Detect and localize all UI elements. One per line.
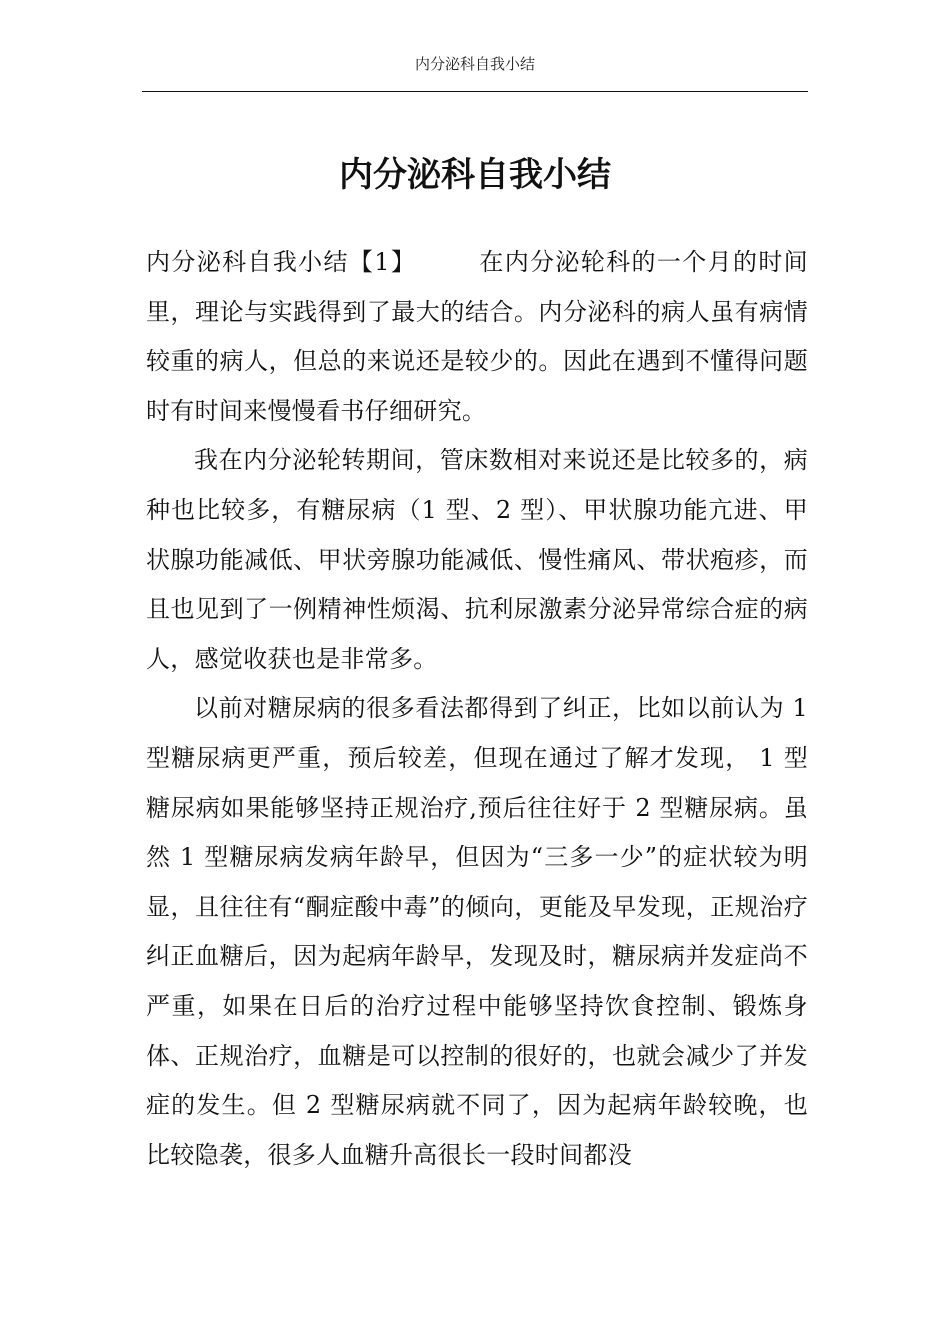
document-title: 内分泌科自我小结 xyxy=(339,155,611,195)
paragraph-3: 以前对糖尿病的很多看法都得到了纠正，比如以前认为 1 型糖尿病更严重，预后较差，但现在通过了解才发现， 1 型糖尿病如果能够坚持正规治疗,预后往往好于 2 型糖尿病。虽然 1 型糖尿病发病年龄早，但因为“三多一少”的症状较为明显，且往往有“酮症酸中毒”的倾向，更能及早发现，正规治疗纠正血糖后，因为起病年龄早，发现及时，糖尿病并发症尚不严重，如果在日后的治疗过程中能够坚持饮食控制、锻炼身体、正规治疗，血糖是可以控制的很好的，也就会减少了并发症的发生。但 2 型糖尿病就不同了，因为起病年龄较晚，也比较隐袭，很多人血糖升高很长一段时间都没 xyxy=(146,694,808,1169)
document-body xyxy=(146,238,808,1180)
header-divider xyxy=(142,91,808,92)
paragraph-2: 我在内分泌轮转期间，管床数相对来说还是比较多的，病种也比较多，有糖尿病（1 型、2 型）、甲状腺功能亢进、甲状腺功能减低、甲状旁腺功能减低、慢性痛风、带状疱疹，而且也见到了一例精神性烦渴、抗利尿激素分泌异常综合症的病人，感觉收获也是非常多。 xyxy=(146,446,808,673)
paragraph-1 xyxy=(146,238,808,436)
paragraph-1-text: 在内分泌轮科的一个月的时间里，理论与实践得到了最大的结合。内分泌科的病人虽有病情较重的病人，但总的来说还是较少的。因此在遇到不懂得问题时有时间来慢慢看书仔细研究。 xyxy=(146,248,808,425)
section-label: 内分泌科自我小结【1】 xyxy=(146,248,417,276)
running-header: 内分泌科自我小结 xyxy=(414,55,535,73)
